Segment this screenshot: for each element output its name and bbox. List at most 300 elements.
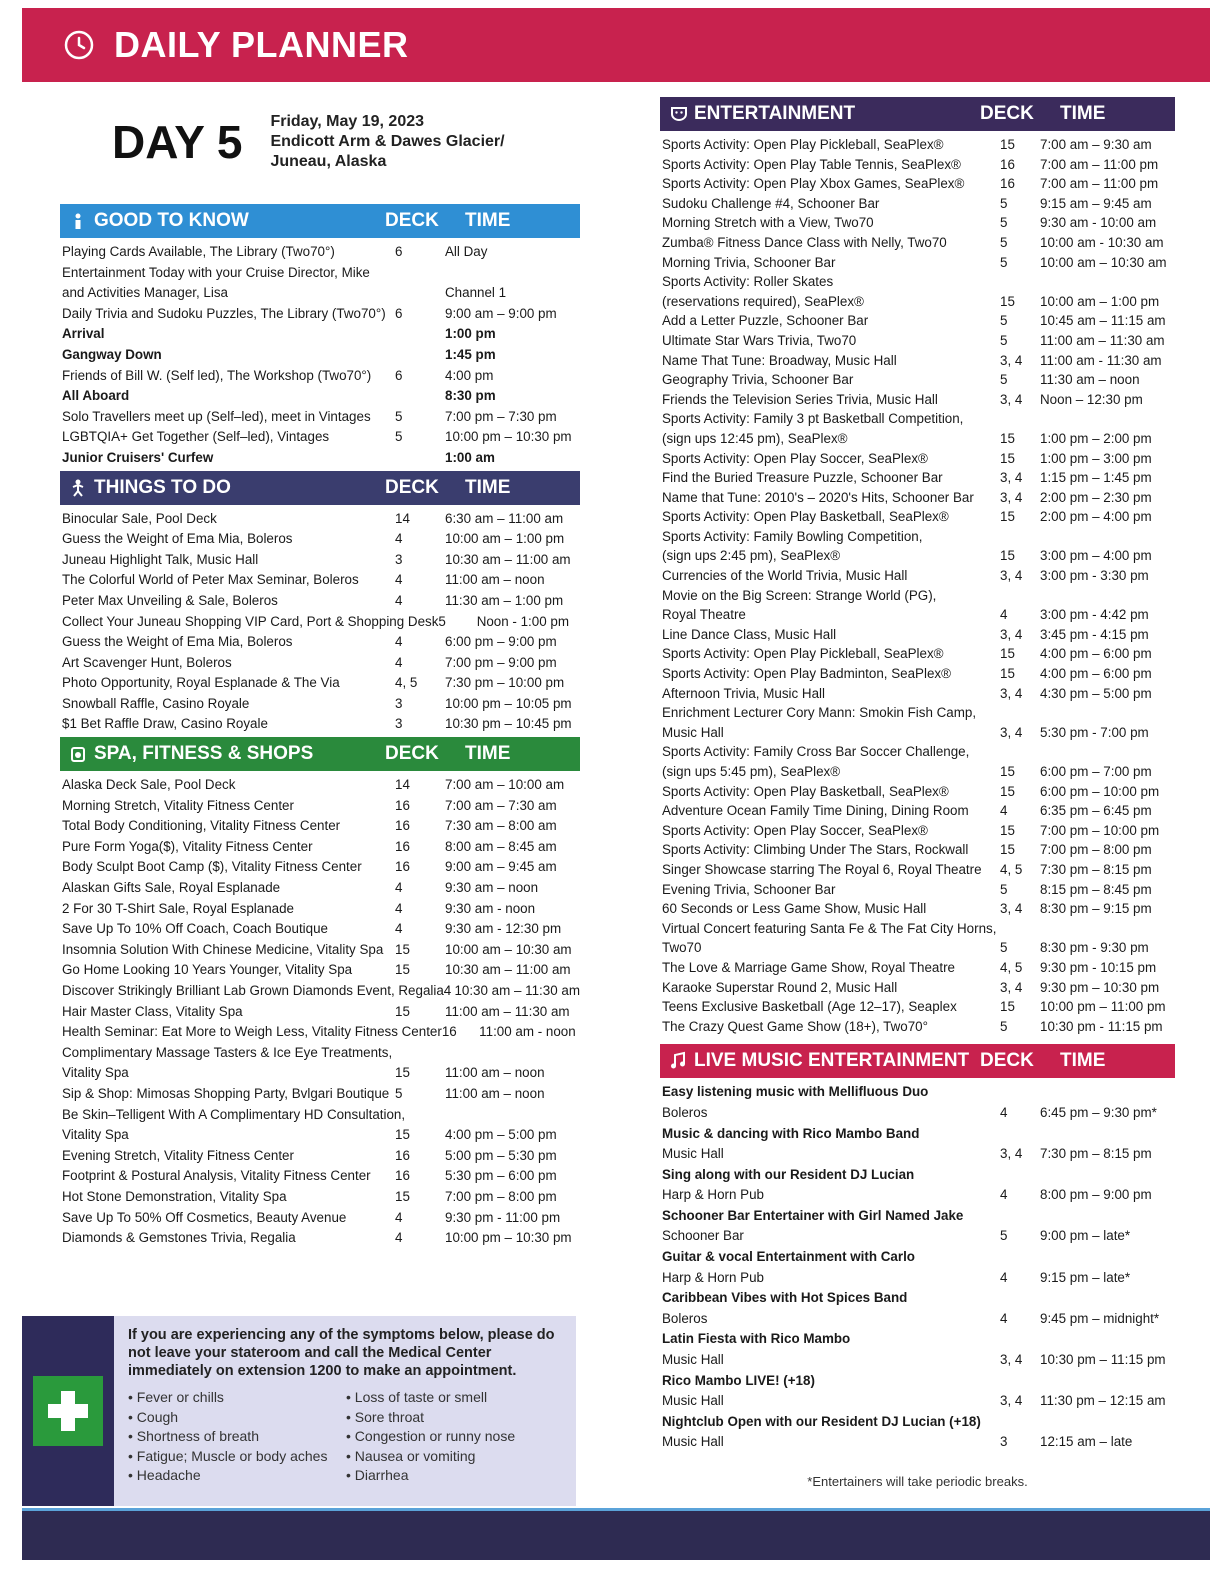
- deck-value: 14: [395, 777, 410, 793]
- activity-name: Caribbean Vibes with Hot Spices Band: [662, 1290, 908, 1306]
- schedule-row: [662, 742, 1175, 762]
- time-value: 10:00 am – 10:30 am: [445, 941, 572, 957]
- time-value: 9:30 pm - 11:00 pm: [445, 1209, 561, 1225]
- activity-name: Find the Buried Treasure Puzzle, Schooner Bar: [662, 470, 943, 486]
- schedule-row: [662, 546, 1175, 566]
- time-value: 5:30 pm – 6:00 pm: [445, 1168, 557, 1184]
- activity-name: Movie on the Big Screen: Strange World (PG),: [662, 587, 937, 603]
- deck-column-header: DECK: [385, 210, 439, 231]
- activity-name: Boleros: [662, 1104, 708, 1120]
- time-value: 8:15 pm – 8:45 pm: [1040, 881, 1152, 897]
- time-value: 2:00 pm – 2:30 pm: [1040, 489, 1152, 505]
- section-title: SPA, FITNESS & SHOPS: [94, 743, 314, 765]
- time-value: 10:30 pm - 11:15 pm: [1040, 1018, 1163, 1034]
- schedule-row: [62, 1187, 580, 1208]
- activity-name: Discover Strikingly Brilliant Lab Grown Diamonds Event, Regalia: [62, 983, 444, 998]
- deck-value: 4: [1000, 1310, 1008, 1326]
- deck-value: [395, 345, 445, 366]
- schedule-row: [662, 566, 1175, 586]
- time-value: [1040, 1124, 1175, 1145]
- deck-value: 4: [395, 900, 403, 916]
- time-value: 7:30 pm – 10:00 pm: [445, 675, 565, 691]
- symptom-list: [128, 1388, 564, 1486]
- schedule-row: [662, 644, 1175, 664]
- deck-value: 4: [395, 634, 403, 650]
- deck-value: 5: [395, 429, 403, 445]
- schedule-row: [662, 1288, 1175, 1309]
- deck-value: 6: [395, 305, 403, 321]
- time-value: 11:00 am – noon: [445, 1065, 545, 1081]
- section-title: GOOD TO KNOW: [94, 210, 249, 231]
- schedule-row: [662, 958, 1175, 978]
- activity-name: Music Hall: [662, 1393, 724, 1409]
- deck-value: 15: [395, 962, 410, 978]
- day-label: DAY 5: [112, 116, 243, 168]
- deck-value: 5: [1000, 940, 1008, 956]
- time-value: 10:30 am – 11:00 am: [445, 962, 571, 978]
- schedule-row: [662, 174, 1175, 194]
- symptom-column-2: [346, 1388, 564, 1486]
- schedule-row: [62, 448, 580, 469]
- deck-value: 3, 4: [1000, 1146, 1023, 1162]
- time-value: 6:35 pm – 6:45 pm: [1040, 803, 1152, 819]
- time-value: [1040, 703, 1175, 723]
- day-block: [112, 112, 505, 172]
- live-music-header: [660, 1044, 1175, 1078]
- schedule-row: [662, 1268, 1175, 1289]
- schedule-row: [662, 1144, 1175, 1165]
- schedule-row: [662, 272, 1175, 292]
- deck-value: 3: [395, 551, 403, 567]
- time-value: 7:00 am – 9:30 am: [1040, 137, 1152, 152]
- deck-value: 5: [1000, 234, 1008, 250]
- deck-value: [395, 324, 445, 345]
- activity-name: Sports Activity: Open Play Soccer, SeaPlex®: [662, 450, 928, 466]
- activity-name: Sports Activity: Open Play Pickleball, SeaPlex®: [662, 646, 944, 662]
- time-value: 1:00 pm – 2:00 pm: [1040, 430, 1152, 446]
- schedule-row: [662, 1185, 1175, 1206]
- deck-value: [405, 1105, 452, 1126]
- time-value: 9:00 pm – late*: [1040, 1228, 1131, 1244]
- time-value: 3:45 pm - 4:15 pm: [1040, 626, 1149, 642]
- deck-value: 15: [1000, 783, 1015, 799]
- schedule-row: [62, 242, 580, 263]
- time-value: [1040, 919, 1175, 939]
- activity-name: Juneau Highlight Talk, Music Hall: [62, 551, 259, 567]
- schedule-row: [62, 653, 580, 674]
- deck-value: 15: [1000, 999, 1015, 1015]
- schedule-row: [662, 1206, 1175, 1227]
- time-value: 8:30 pm – 9:15 pm: [1040, 901, 1152, 917]
- activity-name: Evening Stretch, Vitality Fitness Center: [62, 1147, 294, 1163]
- time-value: 9:00 am – 9:00 pm: [445, 305, 557, 321]
- deck-value: 3, 4: [1000, 1352, 1023, 1368]
- time-value: 4:30 pm – 5:00 pm: [1040, 685, 1152, 701]
- schedule-row: [62, 386, 580, 407]
- time-value: [1040, 1206, 1175, 1227]
- time-value: 4:00 pm: [445, 367, 494, 383]
- schedule-row: [662, 762, 1175, 782]
- time-value: Noon - 1:00 pm: [476, 613, 569, 629]
- activity-name: Morning Stretch, Vitality Fitness Center: [62, 797, 294, 813]
- schedule-row: [62, 1208, 580, 1229]
- schedule-row: [62, 1146, 580, 1167]
- time-value: [1040, 1165, 1175, 1186]
- time-value: 6:00 pm – 7:00 pm: [1040, 764, 1152, 779]
- activity-name: Binocular Sale, Pool Deck: [62, 510, 217, 526]
- deck-value: [395, 386, 445, 407]
- schedule-row: [662, 155, 1175, 175]
- schedule-row: [62, 796, 580, 817]
- deck-value: 16: [1000, 156, 1015, 172]
- activity-name: Vitality Spa: [62, 1065, 129, 1081]
- schedule-row: [62, 1084, 580, 1105]
- activity-name: Afternoon Trivia, Music Hall: [662, 685, 825, 701]
- medical-notice: [22, 1316, 576, 1506]
- schedule-row: [62, 345, 580, 366]
- activity-name: Sports Activity: Climbing Under The Stars, Rockwall: [662, 842, 969, 858]
- activity-name: (sign ups 12:45 pm), SeaPlex®: [662, 430, 848, 446]
- time-column-header: TIME: [1060, 1050, 1106, 1072]
- time-value: 11:30 pm – 12:15 am: [1040, 1393, 1166, 1409]
- things-to-do-rows: [60, 505, 580, 738]
- activity-name: Sports Activity: Open Play Basketball, SeaPlex®: [662, 783, 949, 799]
- schedule-row: [62, 570, 580, 591]
- right-column: [660, 97, 1175, 1455]
- things-to-do-header: [60, 471, 580, 505]
- schedule-row: [662, 1165, 1175, 1186]
- schedule-row: [662, 840, 1175, 860]
- schedule-row: [62, 407, 580, 428]
- deck-value: 15: [1000, 293, 1015, 309]
- time-value: 6:00 pm – 9:00 pm: [445, 634, 557, 650]
- deck-value: 15: [395, 1188, 410, 1204]
- activity-name: LGBTQIA+ Get Together (Self–led), Vintages: [62, 429, 330, 445]
- activity-name: Save Up To 50% Off Cosmetics, Beauty Avenue: [62, 1209, 347, 1225]
- time-value: 7:00 pm – 8:00 pm: [445, 1188, 557, 1204]
- deck-value: 15: [1000, 450, 1015, 466]
- deck-value: 5: [438, 613, 446, 629]
- activity-name: The Love & Marriage Game Show, Royal Theatre: [662, 959, 956, 975]
- symptom-item: • Shortness of breath: [128, 1427, 346, 1447]
- deck-value: 3: [1000, 1434, 1008, 1450]
- deck-value: [1000, 272, 1040, 292]
- time-value: [1040, 272, 1175, 292]
- info-icon: [60, 212, 94, 230]
- deck-value: [395, 1043, 445, 1064]
- activity-name: Add a Letter Puzzle, Schooner Bar: [662, 313, 869, 329]
- time-value: All Day: [445, 244, 488, 259]
- time-value: 9:30 pm – 10:30 pm: [1040, 979, 1160, 995]
- schedule-row: [62, 509, 580, 530]
- medical-title: If you are experiencing any of the symptoms below, please do not leave your stateroom and call the Medical Center immediately on extension 1200 to make an appointment.: [128, 1327, 555, 1379]
- symptom-item: • Diarrhea: [346, 1466, 564, 1486]
- schedule-row: [62, 612, 580, 633]
- deck-value: 15: [1000, 764, 1015, 779]
- schedule-row: [62, 940, 580, 961]
- activity-name: Karaoke Superstar Round 2, Music Hall: [662, 979, 898, 995]
- footnote: *Entertainers will take periodic breaks.: [807, 1474, 1028, 1489]
- deck-column-header: DECK: [980, 1050, 1034, 1072]
- activity-name: Music Hall: [662, 724, 724, 740]
- deck-value: 4: [395, 921, 403, 937]
- activity-name: Health Seminar: Eat More to Weigh Less, Vitality Fitness Center: [62, 1024, 442, 1040]
- schedule-row: [662, 605, 1175, 625]
- activity-name: Sports Activity: Roller Skates: [662, 274, 834, 290]
- deck-value: 3, 4: [1000, 979, 1023, 995]
- good-to-know-rows: [60, 238, 580, 471]
- deck-value: 15: [1000, 822, 1015, 838]
- time-value: [1040, 1288, 1175, 1309]
- schedule-row: [62, 1063, 580, 1084]
- activity-name: 2 For 30 T-Shirt Sale, Royal Esplanade: [62, 900, 294, 916]
- deck-value: 15: [395, 941, 410, 957]
- deck-value: 3, 4: [1000, 901, 1023, 917]
- schedule-row: [62, 837, 580, 858]
- schedule-row: [662, 723, 1175, 743]
- activity-name: Photo Opportunity, Royal Esplanade & The Via: [62, 675, 340, 691]
- time-value: 11:00 am – 11:30 am: [1040, 332, 1165, 348]
- activity-name: Daily Trivia and Sudoku Puzzles, The Library (Two70°): [62, 305, 386, 321]
- schedule-row: [662, 782, 1175, 802]
- schedule-row: [62, 816, 580, 837]
- deck-value: 5: [395, 1085, 403, 1101]
- schedule-row: [662, 390, 1175, 410]
- schedule-row: [662, 978, 1175, 998]
- deck-value: [1000, 1082, 1040, 1103]
- deck-value: [1000, 703, 1040, 723]
- time-value: Noon – 12:30 pm: [1040, 391, 1143, 407]
- music-note-icon: [660, 1052, 694, 1070]
- schedule-row: [62, 529, 580, 550]
- schedule-row: [62, 775, 580, 796]
- time-value: [445, 263, 580, 284]
- deck-value: 3, 4: [1000, 626, 1023, 642]
- schedule-row: [62, 283, 580, 304]
- deck-value: 15: [395, 1003, 410, 1019]
- deck-value: 16: [1000, 176, 1015, 192]
- activity-name: Friends of Bill W. (Self led), The Workshop (Two70°): [62, 367, 372, 383]
- time-value: [452, 1105, 580, 1126]
- deck-value: 5: [1000, 254, 1008, 270]
- activity-name: Pure Form Yoga($), Vitality Fitness Center: [62, 838, 313, 854]
- activity-name: Alaska Deck Sale, Pool Deck: [62, 777, 236, 793]
- activity-name: Snowball Raffle, Casino Royale: [62, 695, 250, 711]
- schedule-row: [662, 1247, 1175, 1268]
- deck-value: [1000, 1329, 1040, 1350]
- spa-icon: [60, 745, 94, 763]
- schedule-row: [662, 370, 1175, 390]
- schedule-row: [662, 429, 1175, 449]
- deck-value: [1000, 409, 1040, 429]
- activity-name: (sign ups 5:45 pm), SeaPlex®: [662, 764, 841, 779]
- deck-value: 15: [1000, 666, 1015, 682]
- deck-value: 15: [1000, 137, 1015, 152]
- deck-value: 3, 4: [1000, 724, 1023, 740]
- time-value: 5:30 pm - 7:00 pm: [1040, 724, 1149, 740]
- activity-name: Music & dancing with Rico Mambo Band: [662, 1125, 920, 1141]
- deck-value: 5: [395, 408, 403, 424]
- deck-value: 3, 4: [1000, 391, 1023, 407]
- live-music-rows: [660, 1078, 1175, 1455]
- time-value: 7:00 am – 11:00 pm: [1040, 156, 1159, 172]
- schedule-row: [662, 292, 1175, 312]
- schedule-row: [662, 1432, 1175, 1453]
- schedule-row: [62, 632, 580, 653]
- activity-name: Schooner Bar Entertainer with Girl Named Jake: [662, 1207, 964, 1223]
- time-value: 11:00 am – noon: [445, 572, 545, 588]
- time-value: 10:00 am – 1:00 pm: [1040, 293, 1160, 309]
- deck-value: 4: [395, 1209, 403, 1225]
- schedule-row: [662, 821, 1175, 841]
- time-value: 4:00 pm – 5:00 pm: [445, 1127, 557, 1143]
- page-title: DAILY PLANNER: [114, 24, 409, 65]
- time-column-header: TIME: [465, 210, 511, 231]
- schedule-row: [62, 694, 580, 715]
- activity-name: Singer Showcase starring The Royal 6, Royal Theatre: [662, 861, 982, 877]
- activity-name: Sports Activity: Family 3 pt Basketball Competition,: [662, 411, 964, 427]
- time-value: 3:00 pm - 4:42 pm: [1040, 607, 1149, 623]
- deck-value: 6: [395, 244, 403, 259]
- time-value: 9:15 pm – late*: [1040, 1269, 1131, 1285]
- schedule-row: [662, 449, 1175, 469]
- time-value: 7:00 pm – 8:00 pm: [1040, 842, 1152, 858]
- clock-icon: [62, 28, 96, 62]
- schedule-row: [662, 1124, 1175, 1145]
- time-value: 1:00 am: [445, 449, 495, 465]
- time-value: 9:30 am - 10:00 am: [1040, 215, 1157, 231]
- spa-header: [60, 737, 580, 771]
- schedule-row: [62, 550, 580, 571]
- activity-name: Gangway Down: [62, 346, 162, 362]
- deck-value: 16: [395, 797, 410, 813]
- deck-value: [395, 448, 445, 469]
- schedule-row: [62, 899, 580, 920]
- deck-value: 4: [1000, 1187, 1008, 1203]
- activity-name: Art Scavenger Hunt, Boleros: [62, 654, 232, 670]
- deck-value: 16: [395, 1168, 410, 1184]
- time-value: [1040, 1371, 1175, 1392]
- time-value: 7:30 pm – 8:15 pm: [1040, 1146, 1152, 1162]
- deck-value: 4: [395, 1230, 403, 1246]
- deck-value: 4: [395, 592, 403, 608]
- deck-value: 4: [1000, 803, 1008, 819]
- schedule-row: [662, 664, 1175, 684]
- deck-value: 5: [1000, 195, 1008, 211]
- schedule-row: [62, 857, 580, 878]
- schedule-row: [662, 527, 1175, 547]
- time-value: 7:00 pm – 10:00 pm: [1040, 822, 1160, 838]
- activity-name: Be Skin–Telligent With A Complimentary HD Consultation,: [62, 1106, 406, 1122]
- day-place-line1: Endicott Arm & Dawes Glacier/: [270, 133, 505, 150]
- header-banner: [22, 8, 1210, 82]
- time-value: 8:00 am – 8:45 am: [445, 838, 557, 854]
- schedule-row: [662, 801, 1175, 821]
- activity-name: Evening Trivia, Schooner Bar: [662, 881, 836, 897]
- schedule-row: [662, 1309, 1175, 1330]
- activity-name: Virtual Concert featuring Santa Fe & The Fat City Horns,: [662, 920, 997, 936]
- schedule-row: [62, 324, 580, 345]
- deck-value: 4: [1000, 1104, 1008, 1120]
- time-value: 5:00 pm – 5:30 pm: [445, 1147, 557, 1163]
- time-value: [1040, 409, 1175, 429]
- schedule-row: [662, 1371, 1175, 1392]
- medical-body: [114, 1316, 576, 1506]
- symptom-item: • Congestion or runny nose: [346, 1427, 564, 1447]
- day-date: Friday, May 19, 2023: [270, 113, 425, 130]
- activity-name: The Crazy Quest Game Show (18+), Two70°: [662, 1018, 928, 1034]
- schedule-row: [62, 919, 580, 940]
- time-value: 4:00 pm – 6:00 pm: [1040, 666, 1152, 682]
- deck-value: [1000, 1124, 1040, 1145]
- deck-column-header: DECK: [385, 743, 439, 765]
- schedule-row: [662, 1412, 1175, 1433]
- activity-name: Music Hall: [662, 1146, 724, 1162]
- time-value: 10:00 pm – 11:00 pm: [1040, 999, 1166, 1015]
- section-title: THINGS TO DO: [94, 476, 231, 498]
- deck-value: 16: [441, 1024, 457, 1040]
- schedule-row: [662, 997, 1175, 1017]
- time-value: 8:30 pm - 9:30 pm: [1040, 940, 1149, 956]
- time-value: 7:00 am – 7:30 am: [445, 797, 557, 813]
- activity-name: Latin Fiesta with Rico Mambo: [662, 1331, 851, 1347]
- time-value: 7:00 am – 10:00 am: [445, 777, 565, 793]
- time-value: 1:00 pm: [445, 326, 496, 342]
- time-value: [1040, 1247, 1175, 1268]
- schedule-row: [62, 878, 580, 899]
- activity-name: Enrichment Lecturer Cory Mann: Smokin Fish Camp,: [662, 705, 977, 721]
- time-value: 9:30 am – noon: [445, 880, 539, 896]
- deck-value: 6: [395, 367, 403, 383]
- deck-value: 15: [395, 1065, 410, 1081]
- schedule-row: [662, 1226, 1175, 1247]
- activity-name: Schooner Bar: [662, 1228, 744, 1244]
- deck-value: [1000, 1247, 1040, 1268]
- activity-name: Name That Tune: Broadway, Music Hall: [662, 352, 897, 368]
- activity-name: Ultimate Star Wars Trivia, Two70: [662, 332, 857, 348]
- time-value: [1040, 1082, 1175, 1103]
- deck-value: [1000, 919, 1040, 939]
- left-column: [60, 204, 580, 1251]
- activity-name: Guess the Weight of Ema Mia, Boleros: [62, 634, 293, 650]
- activity-name: Morning Stretch with a View, Two70: [662, 215, 874, 231]
- deck-value: 4, 5: [395, 675, 418, 691]
- time-value: 10:30 pm – 10:45 pm: [445, 716, 572, 732]
- activity-name: Peter Max Unveiling & Sale, Boleros: [62, 592, 278, 608]
- time-value: 9:30 pm - 10:15 pm: [1040, 959, 1157, 975]
- activity-name: Royal Theatre: [662, 607, 746, 623]
- time-value: 2:00 pm – 4:00 pm: [1040, 509, 1152, 525]
- schedule-row: [662, 311, 1175, 331]
- activity-name: Name that Tune: 2010's – 2020's Hits, Schooner Bar: [662, 489, 974, 505]
- deck-value: [395, 283, 445, 304]
- time-value: 3:00 pm – 4:00 pm: [1040, 548, 1152, 564]
- time-value: 8:00 pm – 9:00 pm: [1040, 1187, 1152, 1203]
- schedule-row: [62, 714, 580, 735]
- person-icon: [60, 479, 94, 497]
- activity-name: Save Up To 10% Off Coach, Coach Boutique: [62, 921, 328, 937]
- activity-name: Adventure Ocean Family Time Dining, Dining Room: [662, 803, 969, 819]
- schedule-row: [662, 1329, 1175, 1350]
- deck-column-header: DECK: [385, 476, 439, 498]
- deck-value: 4, 5: [1000, 861, 1023, 877]
- deck-value: 16: [395, 838, 410, 854]
- schedule-row: [662, 938, 1175, 958]
- time-value: 9:00 am – 9:45 am: [445, 859, 557, 875]
- schedule-row: [662, 684, 1175, 704]
- deck-value: 4: [1000, 607, 1008, 623]
- schedule-row: [662, 194, 1175, 214]
